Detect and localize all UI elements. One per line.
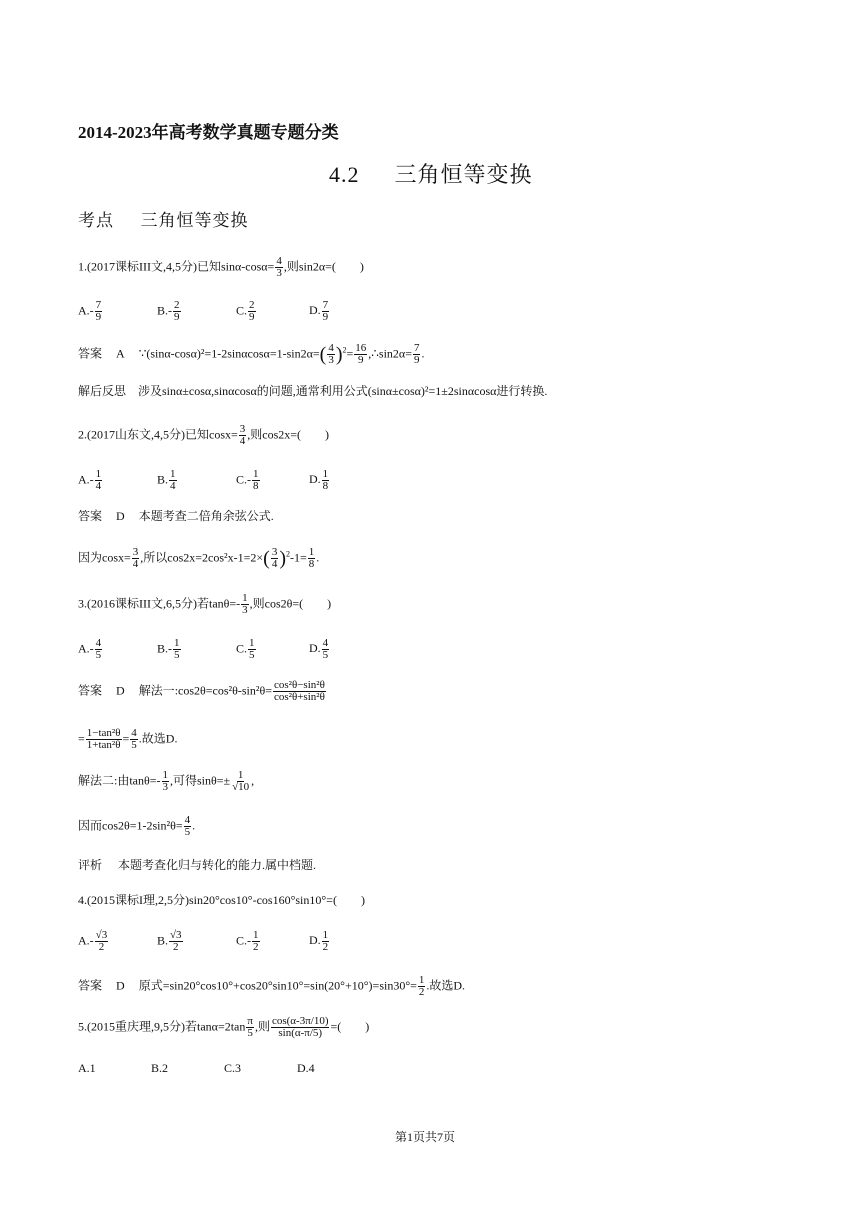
answer-fraction: [418, 975, 426, 998]
option-label: C.-: [236, 472, 251, 487]
fraction-numerator: 7: [95, 299, 102, 311]
fraction-numerator: 1: [174, 637, 180, 649]
fraction-denominator: 5: [95, 649, 102, 661]
q2-stem-fraction: [239, 424, 247, 447]
answer-text: =: [78, 731, 85, 746]
method-fraction: [184, 815, 192, 838]
option-fraction: [322, 638, 330, 661]
q1-stem-tail: ,则sin2α=( ): [283, 259, 364, 274]
option-label: A.-: [78, 472, 94, 487]
fraction-denominator: 2: [173, 941, 179, 953]
fraction-numerator: 4: [276, 255, 282, 267]
fraction-denominator: 1+tan²θ: [86, 739, 121, 751]
answer-letter: D: [116, 509, 125, 523]
q5-stem-tail: =( ): [330, 1019, 370, 1034]
q5-big-fraction: [271, 1016, 330, 1039]
q1-option-c: [236, 300, 306, 323]
fraction-denominator: 2: [253, 941, 259, 953]
option-fraction: [252, 469, 260, 492]
q1-option-d: [309, 299, 330, 323]
question-3-stem: [78, 593, 331, 616]
q5-stem-fraction: [246, 1016, 254, 1039]
question-3-method2-line2: 因而cos2θ=1-2sin²θ= $\frac{4}{5}$ .: [78, 814, 196, 838]
comment-label: 评析: [78, 858, 103, 872]
fraction-numerator: 1−tan²θ: [86, 727, 121, 739]
q4-option-c: [236, 930, 306, 953]
q5-stem-text: 5.(2015重庆理,9,5分)若tanα=2tan: [78, 1019, 246, 1034]
fraction-numerator: 1: [322, 929, 329, 941]
answer-letter: D: [116, 978, 125, 993]
fraction-denominator: 8: [253, 480, 259, 492]
fraction-numerator: 1: [322, 468, 329, 480]
answer-text: 原式=sin20°cos10°+cos20°sin10°=sin(20°+10°)=sin30°=: [138, 978, 417, 993]
q2-option-d: [309, 468, 330, 492]
method-text: 因而cos2θ=1-2sin²θ=: [78, 818, 183, 833]
question-1-reflection: [78, 383, 547, 399]
fraction-numerator: 7: [413, 342, 420, 354]
option-label: D.: [309, 472, 321, 487]
fraction-denominator: sin(α-π/5): [278, 1027, 323, 1039]
question-1-answer: 答案 A ∵(sinα-cosα)²=1-2sinαcosα=1-sin2α=( $\frac{4}{3}$ )$^2$= $\frac{16}{9}$ ,∴sin2α= $\frac{7}{9}$ .: [78, 342, 425, 366]
option-label: C.: [236, 303, 248, 318]
fraction-numerator: 16: [355, 342, 367, 354]
page-number: 第1页共7页: [395, 1130, 456, 1144]
q3-stem-tail: ,则cos2θ=( ): [249, 596, 332, 611]
option-label: D.: [309, 933, 321, 948]
method-text: ,: [251, 773, 255, 788]
option-fraction: [169, 469, 177, 492]
fraction-numerator: 4: [131, 727, 137, 739]
method-fraction: [231, 770, 250, 793]
fraction-numerator: 1: [162, 769, 169, 781]
fraction-numerator: 2: [249, 299, 255, 311]
method-fraction: [162, 770, 170, 793]
fraction-denominator: 3: [162, 781, 169, 793]
q1-option-a: [78, 300, 154, 323]
fraction-numerator: √3: [95, 929, 108, 941]
q1-stem-text: 1.(2017课标III文,4,5分)已知sinα-cosα=: [78, 259, 275, 274]
option-label: C.: [236, 641, 248, 656]
fraction-denominator: 5: [184, 826, 191, 838]
answer-text: 本题考查二倍角余弦公式.: [138, 509, 274, 523]
option-label: A.-: [78, 641, 94, 656]
q2-option-b: [157, 469, 233, 492]
fraction-denominator: 5: [322, 649, 329, 661]
option-label: B.-: [157, 303, 172, 318]
fraction-numerator: 1: [170, 468, 176, 480]
fraction-numerator: √3: [170, 929, 182, 941]
answer-letter: A: [116, 346, 125, 361]
option-label: D.: [309, 641, 321, 656]
option-fraction: [95, 638, 103, 661]
question-4-stem: 4.(2015课标I理,2,5分)sin20°cos10°-cos160°sin10°=( ): [78, 893, 365, 907]
fraction-numerator: cos²θ−sin²θ: [274, 679, 325, 691]
fraction-denominator: 9: [174, 311, 180, 323]
option-label: C.-: [236, 933, 251, 948]
answer-fraction: [354, 343, 367, 366]
option-label: A.-: [78, 303, 94, 318]
answer-letter: D: [116, 683, 125, 698]
question-5-stem: [78, 1016, 369, 1039]
q5-option-d: D.4: [297, 1061, 315, 1075]
section-title: 三角恒等变换: [140, 211, 249, 230]
solution-fraction: [308, 547, 316, 570]
fraction-numerator: 1: [418, 974, 425, 986]
fraction-denominator: cos²θ+sin²θ: [274, 691, 325, 703]
fraction-denominator: 9: [322, 311, 329, 323]
fraction-numerator: 4: [184, 814, 191, 826]
fraction-numerator: 3: [239, 423, 246, 435]
q3-stem-text: 3.(2016课标III文,6,5分)若tanθ=-: [78, 596, 241, 611]
fraction-numerator: cos(α-3π/10): [271, 1015, 329, 1027]
option-label: B.: [157, 472, 169, 487]
solution-text: ,所以cos2x=2cos²x-1=2×: [140, 550, 264, 565]
fraction-denominator: 4: [95, 480, 102, 492]
q2-option-a: [78, 469, 154, 492]
q1-option-b: [157, 300, 233, 323]
answer-fraction: [327, 343, 335, 366]
fraction-denominator: 9: [95, 311, 102, 323]
reflection-text: 涉及sinα±cosα,sinαcosα的问题,通常利用公式(sinα±cosα)²=1±2sinαcosα进行转换.: [138, 384, 548, 398]
fraction-denominator: 4: [239, 435, 246, 447]
solution-text: 因为cosx=: [78, 550, 131, 565]
section-heading: [78, 206, 249, 231]
fraction-numerator: 4: [328, 342, 334, 354]
option-fraction: [95, 930, 109, 953]
q2-stem-tail: ,则cos2x=( ): [247, 427, 330, 442]
fraction-numerator: 4: [95, 637, 102, 649]
option-label: D.: [309, 303, 321, 318]
fraction-denominator: 5: [249, 649, 255, 661]
fraction-denominator: 5: [174, 649, 180, 661]
option-fraction: [248, 638, 256, 661]
fraction-denominator: 2: [322, 941, 329, 953]
method-text: 解法二:由tanθ=-: [78, 773, 161, 788]
fraction-denominator: 3: [328, 354, 334, 366]
option-label: A.-: [78, 933, 94, 948]
fraction-denominator: 9: [249, 311, 255, 323]
fraction-denominator: 8: [322, 480, 329, 492]
q1-stem-fraction: [275, 256, 283, 279]
fraction-denominator: 2: [98, 941, 105, 953]
answer-fraction: [273, 680, 326, 703]
q4-option-b: [157, 930, 233, 953]
answer-text: 解法一:cos2θ=cos²θ-sin²θ=: [138, 683, 272, 698]
solution-text: -1=: [290, 550, 307, 565]
question-4-options: [78, 930, 330, 953]
question-4-answer: [78, 975, 465, 998]
option-fraction: [252, 930, 260, 953]
topic-title: 三角恒等变换: [394, 162, 533, 187]
fraction-denominator: 9: [413, 354, 420, 366]
option-fraction: [248, 300, 256, 323]
q5-stem-text: ,则: [254, 1019, 270, 1034]
fraction-denominator: 4: [271, 558, 278, 570]
series-title: 2014-2023年高考数学真题专题分类: [78, 123, 339, 142]
question-3-method2: [78, 770, 254, 793]
answer-label: 答案: [78, 683, 103, 698]
fraction-numerator: 1: [242, 592, 248, 604]
option-fraction: [322, 469, 330, 492]
answer-text: =: [122, 731, 130, 746]
option-fraction: [322, 930, 330, 953]
option-fraction: [95, 300, 103, 323]
fraction-denominator: 8: [308, 558, 315, 570]
fraction-denominator: 4: [132, 558, 139, 570]
q3-option-b: [157, 638, 233, 661]
option-fraction: [169, 930, 183, 953]
question-1-options: [78, 300, 330, 323]
q3-stem-fraction: [241, 593, 249, 616]
fraction-denominator: 5: [247, 1027, 253, 1039]
question-3-answer-line2: [78, 728, 177, 751]
q3-option-d: [309, 637, 330, 661]
q2-stem-text: 2.(2017山东文,4,5分)已知cosx=: [78, 427, 238, 442]
fraction-numerator: 1: [253, 468, 259, 480]
fraction-numerator: 1: [253, 929, 259, 941]
q5-option-a: A.1: [78, 1061, 96, 1075]
q4-option-a: [78, 930, 154, 953]
fraction-denominator: 4: [170, 480, 176, 492]
fraction-numerator: 2: [174, 299, 180, 311]
solution-fraction: [132, 547, 140, 570]
question-5-options: [78, 1060, 315, 1076]
answer-text: =: [346, 346, 354, 361]
answer-fraction: [86, 728, 122, 751]
fraction-denominator: 3: [242, 604, 248, 616]
solution-fraction: [271, 547, 279, 570]
fraction-numerator: 7: [322, 299, 329, 311]
option-fraction: [173, 638, 181, 661]
question-2-answer: [78, 508, 274, 524]
q3-option-a: [78, 638, 154, 661]
option-fraction: [173, 300, 181, 323]
option-label: B.-: [157, 641, 172, 656]
topic-heading: [329, 158, 533, 189]
fraction-numerator: 3: [132, 546, 139, 558]
q5-option-c: C.3: [224, 1061, 242, 1075]
answer-text: .故选D.: [426, 978, 466, 993]
answer-text: .故选D.: [138, 731, 178, 746]
topic-number: 4.2: [329, 162, 360, 187]
answer-label: 答案: [78, 978, 103, 993]
q2-option-c: [236, 469, 306, 492]
answer-text: ∵(sinα-cosα)²=1-2sinαcosα=1-sin2α=: [138, 346, 320, 361]
fraction-denominator: 5: [131, 739, 137, 751]
question-2-solution: 因为cosx= $\frac{3}{4}$ ,所以cos2x=2cos²x-1=2×( $\frac{3}{4}$ )$^2$-1= $\frac{1}{8}$ .: [78, 546, 320, 570]
fraction-numerator: 1: [95, 468, 102, 480]
reflection-label: 解后反思: [78, 384, 127, 398]
method-text: ,可得sinθ=±: [170, 773, 231, 788]
option-label: B.: [157, 933, 169, 948]
answer-fraction: [413, 343, 421, 366]
fraction-denominator: 9: [358, 354, 364, 366]
option-fraction: [95, 469, 103, 492]
q5-option-b: B.2: [151, 1061, 169, 1075]
fraction-numerator: π: [247, 1015, 253, 1027]
comment-text: 本题考查化归与转化的能力.属中档题.: [118, 858, 317, 872]
question-3-answer: [78, 680, 327, 703]
fraction-numerator: 1: [237, 769, 244, 781]
fraction-denominator: 3: [276, 267, 282, 279]
fraction-denominator: √10: [232, 781, 250, 793]
question-3-comment: [78, 857, 316, 873]
fraction-numerator: 1: [308, 546, 315, 558]
q4-option-d: [309, 929, 330, 953]
section-label: 考点: [78, 211, 114, 230]
answer-text: ,∴sin2α=: [368, 346, 412, 361]
answer-label: 答案: [78, 346, 103, 361]
option-fraction: [322, 300, 330, 323]
answer-label: 答案: [78, 509, 103, 523]
fraction-numerator: 4: [322, 637, 329, 649]
question-2-options: [78, 469, 330, 492]
fraction-numerator: 1: [249, 637, 255, 649]
fraction-numerator: 3: [271, 546, 278, 558]
question-1-stem: [78, 256, 364, 279]
q3-option-c: [236, 638, 306, 661]
question-3-options: [78, 638, 330, 661]
question-2-stem: [78, 424, 329, 447]
fraction-denominator: 2: [418, 986, 425, 998]
answer-fraction: [130, 728, 138, 751]
